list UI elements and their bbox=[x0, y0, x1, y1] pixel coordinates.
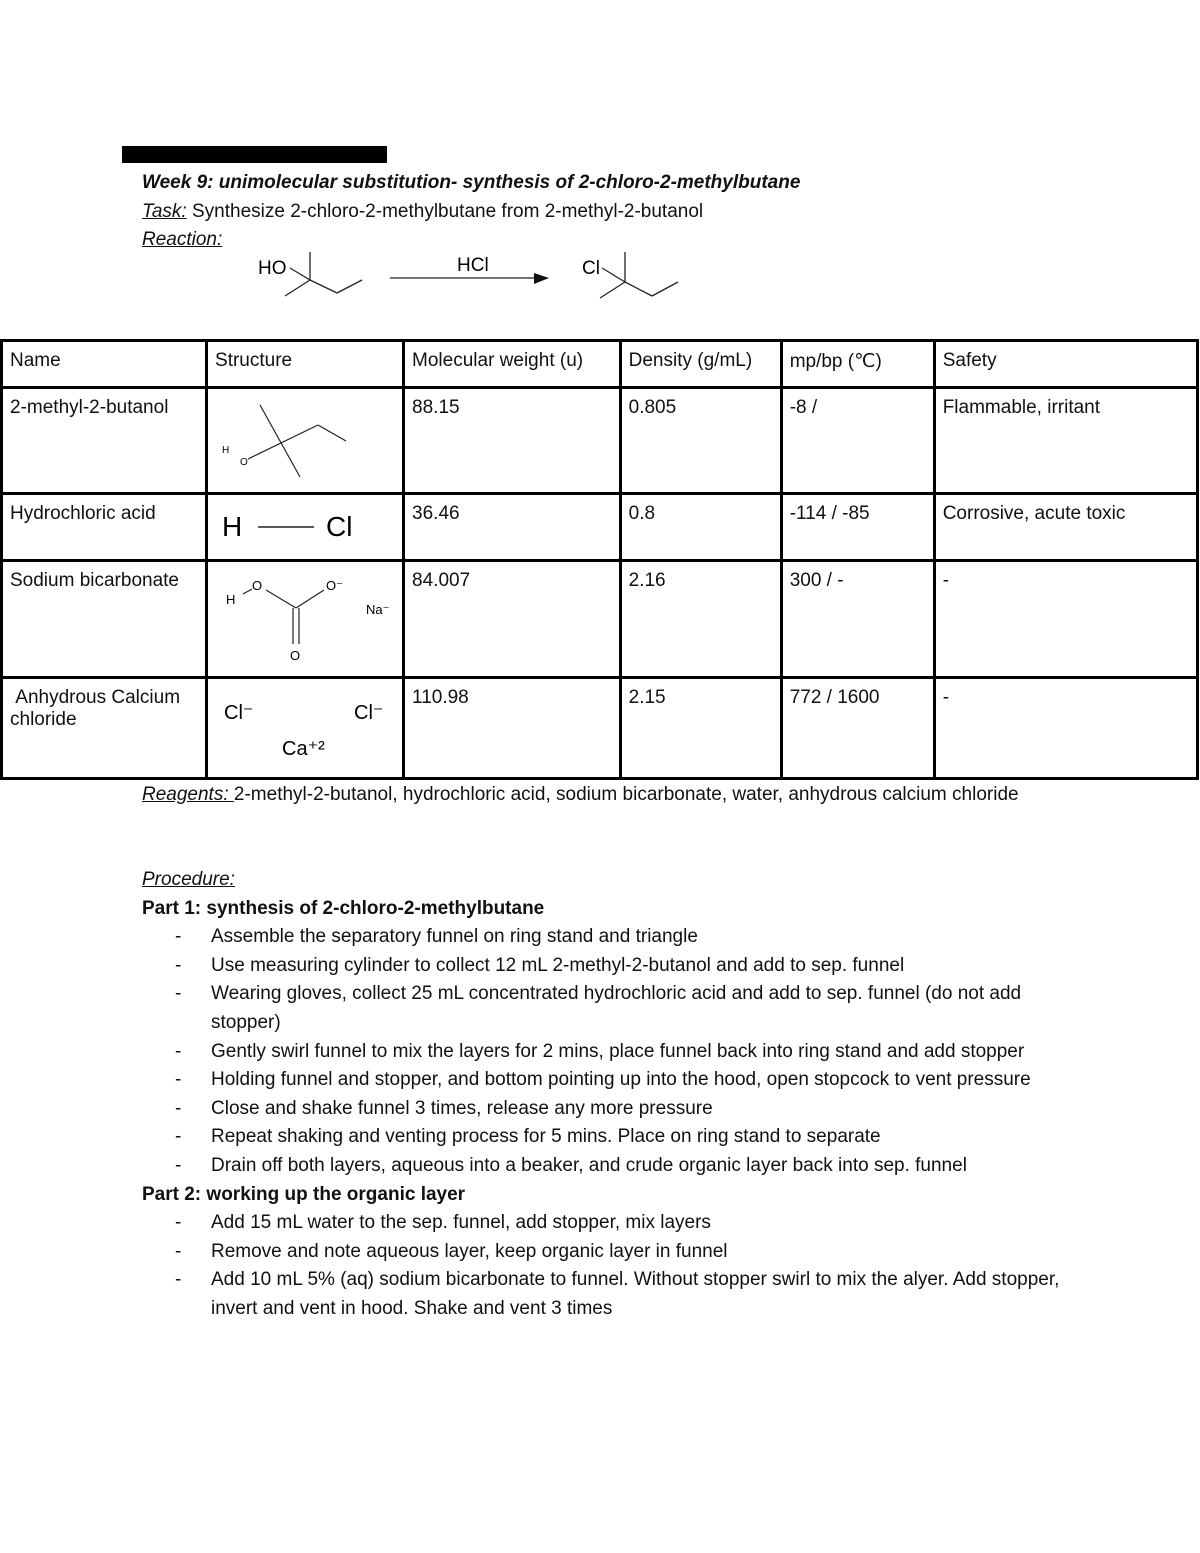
bullet-dash: - bbox=[175, 1040, 182, 1062]
cell-safety: - bbox=[934, 678, 1197, 779]
list-item: - Wearing gloves, collect 25 mL concentrated hydrochloric acid and add to sep. funnel (do not add stopper) bbox=[142, 980, 1072, 1037]
cell-molecular-weight: 110.98 bbox=[404, 678, 621, 779]
product-skeleton bbox=[600, 252, 678, 298]
bullet-dash: - bbox=[175, 1154, 182, 1176]
reactant-skeleton bbox=[285, 252, 362, 296]
bullet-dash: - bbox=[175, 1240, 182, 1262]
hcl-cl-label: Cl bbox=[326, 511, 353, 542]
bullet-dash: - bbox=[175, 926, 182, 948]
product-cl-label: Cl bbox=[582, 258, 600, 279]
cell-mp-bp: -8 / bbox=[781, 388, 934, 494]
cell-name: Anhydrous Calcium chloride bbox=[2, 678, 207, 779]
header-mp-bp: mp/bp (℃) bbox=[781, 341, 934, 388]
task-line bbox=[142, 201, 703, 223]
reaction-scheme bbox=[250, 248, 700, 308]
bullet-dash: - bbox=[175, 1269, 182, 1291]
reaction-label: Reaction: bbox=[142, 229, 223, 250]
cacl2-cl-left-label: Cl⁻ bbox=[224, 702, 254, 724]
calcium-chloride-structure bbox=[208, 679, 402, 775]
cell-safety: - bbox=[934, 561, 1197, 678]
table-row bbox=[2, 678, 1198, 779]
list-item: - Gently swirl funnel to mix the layers for 2 mins, place funnel back into ring stand and add stopper bbox=[142, 1038, 1072, 1067]
procedure-label: Procedure: bbox=[142, 869, 235, 890]
bicarb-na-label: Na⁻ bbox=[366, 602, 390, 617]
header-molecular-weight: Molecular weight (u) bbox=[404, 341, 621, 388]
list-item: - Use measuring cylinder to collect 12 mL 2-methyl-2-butanol and add to sep. funnel bbox=[142, 952, 1072, 981]
butanol-o-label: O bbox=[240, 457, 248, 468]
cell-structure bbox=[207, 494, 404, 561]
part2-heading: Part 2: working up the organic layer bbox=[142, 1183, 466, 1205]
cell-structure bbox=[207, 388, 404, 494]
procedure-section bbox=[142, 866, 1072, 1324]
header-density: Density (g/mL) bbox=[620, 341, 781, 388]
hcl-structure bbox=[208, 495, 402, 555]
arrow-head bbox=[534, 273, 549, 284]
table-header-row bbox=[2, 341, 1198, 388]
bicarb-o-minus-label: O⁻ bbox=[326, 578, 344, 593]
cell-density: 2.15 bbox=[620, 678, 781, 779]
list-item: - Repeat shaking and venting process for 5 mins. Place on ring stand to separate bbox=[142, 1123, 1072, 1152]
cell-name: 2-methyl-2-butanol bbox=[2, 388, 207, 494]
task-text: Synthesize 2-chloro-2-methylbutane from 2-methyl-2-butanol bbox=[186, 201, 704, 222]
table-row bbox=[2, 494, 1198, 561]
header-safety: Safety bbox=[934, 341, 1197, 388]
header-name: Name bbox=[2, 341, 207, 388]
reagents-label: Reagents: bbox=[142, 784, 234, 805]
cell-molecular-weight: 36.46 bbox=[404, 494, 621, 561]
part1-steps bbox=[142, 923, 1072, 1180]
bullet-dash: - bbox=[175, 1069, 182, 1091]
reagents-text: 2-methyl-2-butanol, hydrochloric acid, sodium bicarbonate, water, anhydrous calcium chloride bbox=[233, 784, 1019, 805]
bicarb-h-label: H bbox=[226, 592, 236, 607]
table-row bbox=[2, 388, 1198, 494]
list-item: - Holding funnel and stopper, and bottom pointing up into the hood, open stopcock to vent pressure bbox=[142, 1066, 1072, 1095]
task-label: Task: bbox=[142, 201, 187, 222]
cell-density: 0.8 bbox=[620, 494, 781, 561]
cell-safety: Corrosive, acute toxic bbox=[934, 494, 1197, 561]
header-structure: Structure bbox=[207, 341, 404, 388]
part2-steps bbox=[142, 1209, 1072, 1323]
bicarbonate-structure bbox=[208, 562, 402, 672]
list-item: - Close and shake funnel 3 times, release any more pressure bbox=[142, 1095, 1072, 1124]
cell-density: 2.16 bbox=[620, 561, 781, 678]
cell-molecular-weight: 88.15 bbox=[404, 388, 621, 494]
cacl2-ca-label: Ca⁺² bbox=[282, 738, 325, 760]
properties-table bbox=[0, 339, 1199, 780]
page-title: Week 9: unimolecular substitution- synthesis of 2-chloro-2-methylbutane bbox=[142, 172, 801, 193]
list-item: - Add 10 mL 5% (aq) sodium bicarbonate to funnel. Without stopper swirl to mix the alyer. Add stopper, invert and vent in hood. Shake and vent 3 times bbox=[142, 1266, 1072, 1323]
cell-molecular-weight: 84.007 bbox=[404, 561, 621, 678]
bullet-dash: - bbox=[175, 1212, 182, 1234]
cell-mp-bp: 772 / 1600 bbox=[781, 678, 934, 779]
cell-mp-bp: -114 / -85 bbox=[781, 494, 934, 561]
list-item: - Remove and note aqueous layer, keep organic layer in funnel bbox=[142, 1238, 1072, 1267]
cell-density: 0.805 bbox=[620, 388, 781, 494]
list-item: - Drain off both layers, aqueous into a beaker, and crude organic layer back into sep. funnel bbox=[142, 1152, 1072, 1181]
reagent-hcl-label: HCl bbox=[457, 255, 489, 276]
bicarb-o-label: O bbox=[252, 578, 263, 593]
list-item: - Add 15 mL water to the sep. funnel, add stopper, mix layers bbox=[142, 1209, 1072, 1238]
cell-structure bbox=[207, 678, 404, 779]
bullet-dash: - bbox=[175, 954, 182, 976]
butanol-structure bbox=[208, 389, 402, 489]
cell-safety: Flammable, irritant bbox=[934, 388, 1197, 494]
reagents-paragraph bbox=[142, 780, 1072, 809]
part1-heading: Part 1: synthesis of 2-chloro-2-methylbutane bbox=[142, 897, 545, 919]
table-row bbox=[2, 561, 1198, 678]
cell-mp-bp: 300 / - bbox=[781, 561, 934, 678]
bicarb-carbonyl-o-label: O bbox=[290, 648, 301, 663]
cell-name: Sodium bicarbonate bbox=[2, 561, 207, 678]
cell-name: Hydrochloric acid bbox=[2, 494, 207, 561]
butanol-h-label: H bbox=[222, 445, 230, 456]
list-item: - Assemble the separatory funnel on ring stand and triangle bbox=[142, 923, 1072, 952]
hcl-h-label: H bbox=[222, 511, 243, 542]
bullet-dash: - bbox=[175, 1126, 182, 1148]
cell-structure bbox=[207, 561, 404, 678]
bullet-dash: - bbox=[175, 983, 182, 1005]
reactant-ho-label: HO bbox=[258, 258, 287, 279]
redaction-bar bbox=[122, 146, 387, 163]
cacl2-cl-right-label: Cl⁻ bbox=[354, 702, 384, 724]
bullet-dash: - bbox=[175, 1097, 182, 1119]
